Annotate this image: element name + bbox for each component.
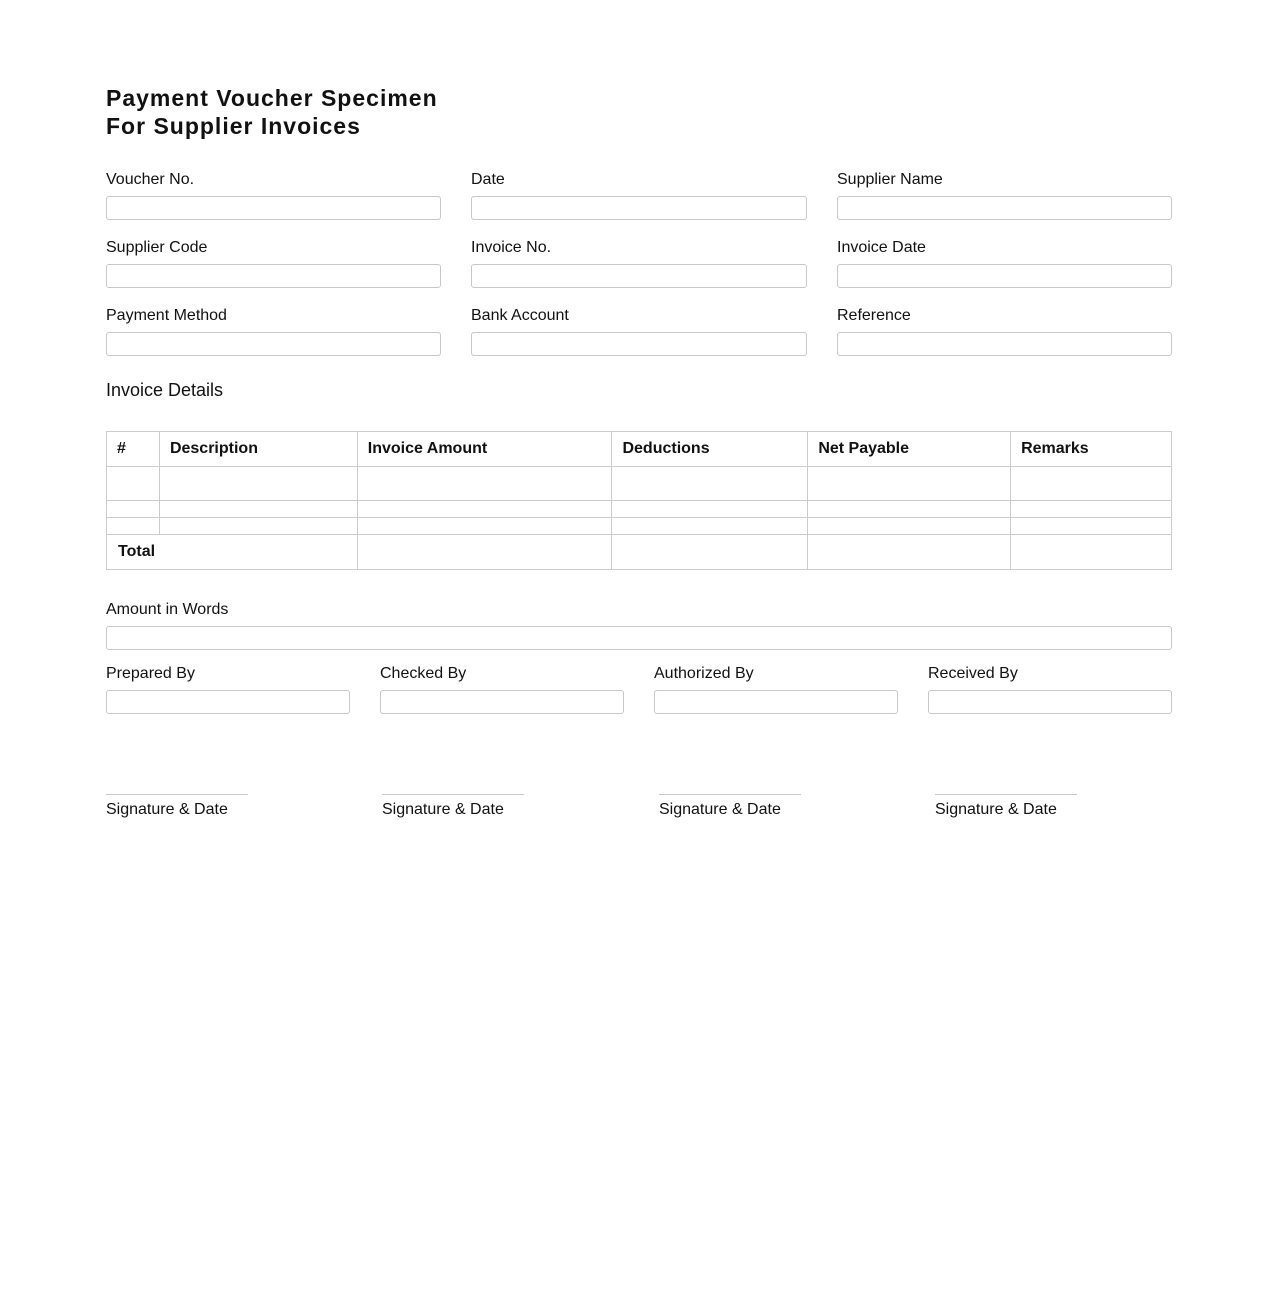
amount-in-words-label: Amount in Words [106,601,229,618]
bank-account-input[interactable] [471,332,807,356]
signature-line [382,794,524,795]
authorized-by-field [654,662,898,714]
table-cell[interactable] [1011,518,1172,535]
invoice-details-heading: Invoice Details [106,380,224,400]
total-row [107,535,1172,570]
signature-caption: Signature & Date [935,801,1057,818]
table-cell[interactable] [357,518,612,535]
authorized-by-signature [659,794,801,819]
column-header-description: Description [159,432,357,467]
signature-caption: Signature & Date [659,801,781,818]
voucher-no-input[interactable] [106,196,441,220]
column-header-net-payable: Net Payable [808,432,1011,467]
total-invoice-amount[interactable] [357,535,612,570]
total-net-payable[interactable] [808,535,1011,570]
table-cell[interactable] [808,501,1011,518]
prepared-by-label: Prepared By [106,665,195,682]
bank-account-label: Bank Account [471,307,569,324]
invoice-no-label: Invoice No. [471,239,552,256]
table-cell[interactable] [612,501,808,518]
prepared-by-signature [106,794,248,819]
total-label: Total [107,535,358,570]
signature-line [659,794,801,795]
column-header-number: # [107,432,160,467]
supplier-name-input[interactable] [837,196,1172,220]
invoice-no-input[interactable] [471,264,807,288]
supplier-name-label: Supplier Name [837,171,943,188]
date-input[interactable] [471,196,807,220]
table-cell[interactable] [1011,501,1172,518]
prepared-by-field [106,662,350,714]
amount-in-words-field [106,598,1172,650]
table-cell[interactable] [107,467,160,501]
table-cell[interactable] [159,467,357,501]
supplier-code-field [106,236,441,288]
prepared-by-input[interactable] [106,690,350,714]
page-title [106,84,438,140]
reference-field [837,304,1172,356]
invoice-date-field [837,236,1172,288]
authorized-by-label: Authorized By [654,665,754,682]
table-cell[interactable] [808,518,1011,535]
received-by-signature [935,794,1077,819]
checked-by-label: Checked By [380,665,467,682]
table-cell[interactable] [612,518,808,535]
column-header-remarks: Remarks [1011,432,1172,467]
voucher-no-field [106,168,441,220]
signature-caption: Signature & Date [382,801,504,818]
amount-in-words-input[interactable] [106,626,1172,650]
table-cell[interactable] [357,501,612,518]
checked-by-input[interactable] [380,690,624,714]
signature-caption: Signature & Date [106,801,228,818]
table-cell[interactable] [107,518,160,535]
title-line-1: Payment Voucher Specimen [106,85,438,111]
payment-method-input[interactable] [106,332,441,356]
table-cell[interactable] [159,501,357,518]
approval-fields [106,662,1172,714]
table-header-row [107,432,1172,467]
column-header-deductions: Deductions [612,432,808,467]
payment-method-field [106,304,441,356]
table-row [107,518,1172,535]
invoice-date-input[interactable] [837,264,1172,288]
invoice-date-label: Invoice Date [837,239,926,256]
checked-by-field [380,662,624,714]
table-cell[interactable] [357,467,612,501]
reference-label: Reference [837,307,911,324]
received-by-label: Received By [928,665,1018,682]
table-row [107,467,1172,501]
bank-account-field [471,304,807,356]
table-row [107,501,1172,518]
voucher-no-label: Voucher No. [106,171,195,188]
table-cell[interactable] [808,467,1011,501]
payment-method-label: Payment Method [106,307,227,324]
received-by-input[interactable] [928,690,1172,714]
authorized-by-input[interactable] [654,690,898,714]
invoice-no-field [471,236,807,288]
signature-line [935,794,1077,795]
total-deductions[interactable] [612,535,808,570]
voucher-header-fields [106,168,1172,356]
column-header-invoice-amount: Invoice Amount [357,432,612,467]
date-label: Date [471,171,505,188]
date-field [471,168,807,220]
table-cell[interactable] [612,467,808,501]
title-line-2: For Supplier Invoices [106,113,361,139]
reference-input[interactable] [837,332,1172,356]
supplier-name-field [837,168,1172,220]
total-remarks[interactable] [1011,535,1172,570]
invoice-details-table [106,431,1172,570]
received-by-field [928,662,1172,714]
table-cell[interactable] [159,518,357,535]
supplier-code-input[interactable] [106,264,441,288]
signature-line [106,794,248,795]
checked-by-signature [382,794,524,819]
table-cell[interactable] [1011,467,1172,501]
table-cell[interactable] [107,501,160,518]
supplier-code-label: Supplier Code [106,239,208,256]
